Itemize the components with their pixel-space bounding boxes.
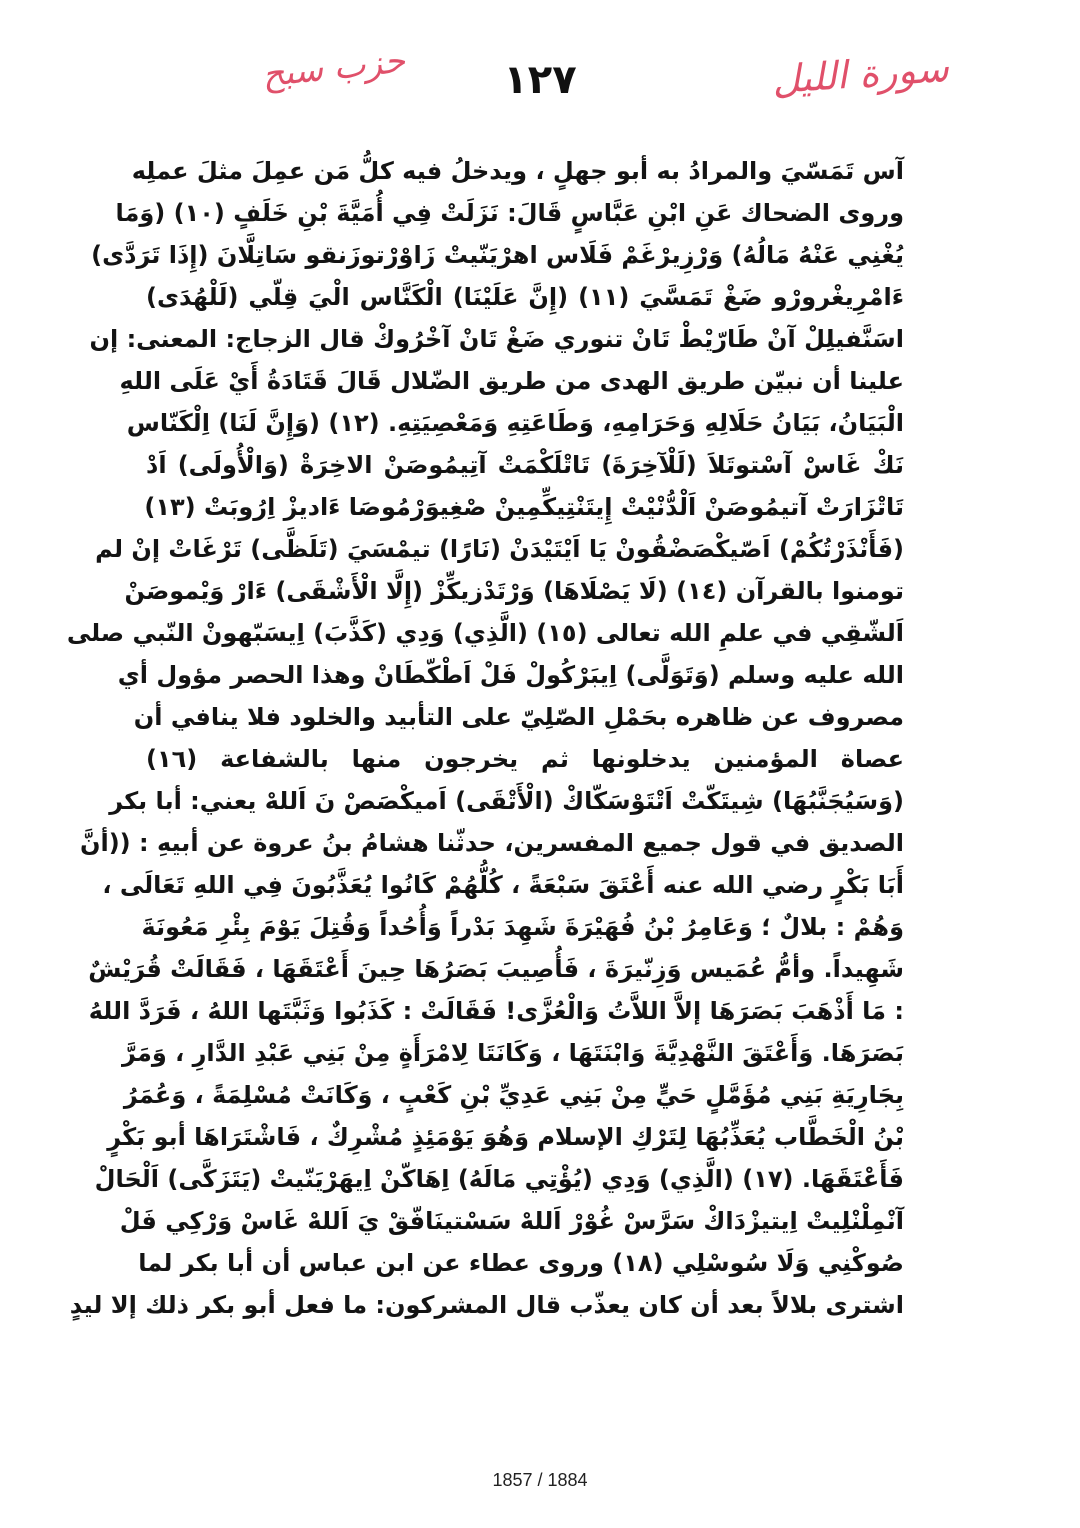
text-line: وروى الضحاك عَنِ ابْنِ عَبَّاسٍ قَالَ: نَزَلَتْ فِي أُمَيَّةَ بْنِ خَلَفٍ (١٠) (وَمَا (115, 199, 904, 227)
handwritten-note-hizb: حزب سبح (260, 40, 407, 96)
text-line: أَبَا بَكْرٍ رضي الله عنه أَعْتَقَ سَبْعَةً ، كُلُّهُمْ كَانُوا يُعَذَّبُونَ فِي اللهِ تَعَالَى ، (102, 871, 904, 899)
page-indicator: 1857 / 1884 (492, 1470, 588, 1490)
text-line: تَاتْزَارَتْ آتيمُوصَنْ اَلْدُّنْيْتْ إِيتَنْتِيكِّمِينْ صْغِيوَرْمُوصَا ءَاديزْ اِرُوبَتْ (١٣) (144, 493, 904, 521)
text-line: مصروف عن ظاهره بحَمْلِ الصّلِيّ على التأبيد والخلود فلا ينافي أن (133, 703, 904, 731)
text-line: آنْمِلْنْلِيتْ اِيتيزْدَاكْ سَرَّسْ غُوْرْ اَللهْ سَسْتينَافّقْ يَ اَللهْ غَاسْ وَرْكِي فَلْ (119, 1207, 904, 1235)
text-line: (وَسَيُجَنَّبُهَا) شِيتَكّتْ اَتْتَوْسَكّاكْ (الْأَتْقَى) اَميكْصَصْ نَ اَللهْ يعني: أبا بكر (109, 787, 904, 815)
text-line: الله عليه وسلم (وَتَوَلَّى) اِيبَرْكُولْ فَلْ اَطْكّطَانْ وهذا الحصر مؤول أي (117, 661, 904, 689)
text-line: بَصَرَهَا. وَأَعْتَقَ النَّهْدِيَّةَ وَابْنَتَهَا ، وَكَانَتَا لِامْرَأَةٍ مِنْ بَنِي عَبْدِ الدَّارِ ، وَمَرَّ (122, 1039, 904, 1067)
text-line: آس تَمَسّيَ والمرادُ به أبو جهلٍ ، ويدخلُ فيه كلُّ مَن عمِلَ مثلَ عملِه (131, 157, 904, 185)
text-line: ءَامْرِيغْرورْو ضَغْ تَمَسَّيَ (١١) (إِنَّ عَلَيْنَا) الْكَنَّاس الْيَ قِلّي (لَلْهُدَى) (146, 283, 904, 311)
text-line: بْنُ الْخَطَّاب يُعَذِّبُهَا لِتَرْكِ الإسلام وَهُوَ يَوْمَئِذٍ مُشْرِكٌ ، فَاشْتَرَاهَا أبو بَكْرٍ (107, 1123, 904, 1151)
page-number: ١٢٧ (503, 57, 577, 103)
text-line: نَكْ غَاسْ آسْتوتَلاَ (لَلْآخِرَةَ) تَاتْلَكْمَتْ آتِيمُوصَنْ الاخِرَةْ (وَالْأُولَى) اَدْ (146, 451, 904, 479)
text-line: فَأَعْتَقَهَا. (١٧) (الَّذِي) وَدِي (يُؤْتِي مَالَهُ) اِهَاكّنْ اِيهَرْيَنّيتْ (يَتَزَكَّى) اَلْحَالْ (94, 1165, 904, 1193)
text-line: اسَنَّفيلِلْ آنْ طَارّيْطْ تَانْ تنوري ضَغْ تَانْ آخْرُوكْ قال الزجاج: المعنى: إن (89, 325, 904, 353)
text-line: شَهِيداً. وأمُّ عُمَيس وَزِنّيرَةَ ، فَأُصِيبَ بَصَرُهَا حِينَ أَعْتَقَهَا ، فَقَالَتْ قُرَيْشٌ (88, 955, 904, 983)
text-line: عصاة المؤمنين يدخلونها ثم يخرجون منها بالشفاعة (١٦) (146, 745, 904, 773)
handwritten-note-surah: سورة الليل (770, 45, 951, 103)
text-line: (فَأَنْذَرْتُكُمْ) اَصّيكْصَضْقُونْ يَا اَيْتَيْدَنْ (نَارًا) تيمْسَيَ (تَلَظَّى) تَرْغَاتْ إنْ لم (95, 535, 904, 563)
text-line: اشترى بلالاً بعد أن كان يعذّب قال المشركون: ما فعل أبو بكر ذلك إلا ليدٍ (69, 1291, 904, 1319)
text-line: صُوكْنِي وَلَا سُوسْلِي (١٨) وروى عطاء عن ابن عباس أن أبا بكر لما (138, 1249, 904, 1277)
body-text (66, 150, 904, 1326)
text-line: وَهُمْ : بلالٌ ؛ وَعَامِرُ بْنُ فُهَيْرَةَ شَهِدَ بَدْراً وَأُحُداً وَقُتِلَ يَوْمَ بِئْرِ مَعُونَةَ (141, 913, 904, 941)
text-line: تومنوا بالقرآن (١٤) (لَا يَصْلَاهَا) وَرْتَدْزيكِّزْ (إِلَّا الْأَشْقَى) ءَارْ وَيْموصَنْ (124, 577, 904, 605)
text-line: اَلشّقِي في علمِ الله تعالى (١٥) (الَّذِي) وَدِي (كَذَّبَ) اِيسَبّهونْ النّبي صلى (66, 619, 904, 647)
text-line: الصديق في قول جميع المفسرين، حدثّنا هشامُ بنُ عروة عن أبيهِ : ((أنَّ (80, 829, 904, 857)
text-line: علينا أن نبيّن طريق الهدى من طريق الضّلال قَالَ قَتَادَةُ أَيْ عَلَى اللهِ (119, 367, 904, 395)
text-line: الْبَيَانُ، بَيَانُ حَلَالِهِ وَحَرَامِهِ، وَطَاعَتِهِ وَمَعْصِيَتِهِ. (١٢) (وَإِنَّ لَنَا) اِلْكَنّاس (126, 409, 904, 437)
text-line: : مَا أَذْهَبَ بَصَرَهَا إلاَّ اللاَّتُ وَالْعُزَّى! فَقَالَتْ : كَذَبُوا وَثَبَّتَها اللهُ ، فَرَدَّ اللهُ (88, 997, 904, 1025)
text-line: بِجَارِيَةِ بَنِي مُؤَمَّلٍ حَيٍّ مِنْ بَنِي عَدِيِّ بْنِ كَعْبٍ ، وَكَانَتْ مُسْلِمَةً ، وَعُمَرُ (123, 1081, 904, 1109)
text-line: يُغْنِي عَنْهُ مَالُهُ) وَرْزِيرْغَمْ فَلَاس اهرْيَنّيتْ زَاوْرْتوزَنقو سَاتِلَّانَ (إِذَا تَرَدَّى) (91, 241, 904, 269)
